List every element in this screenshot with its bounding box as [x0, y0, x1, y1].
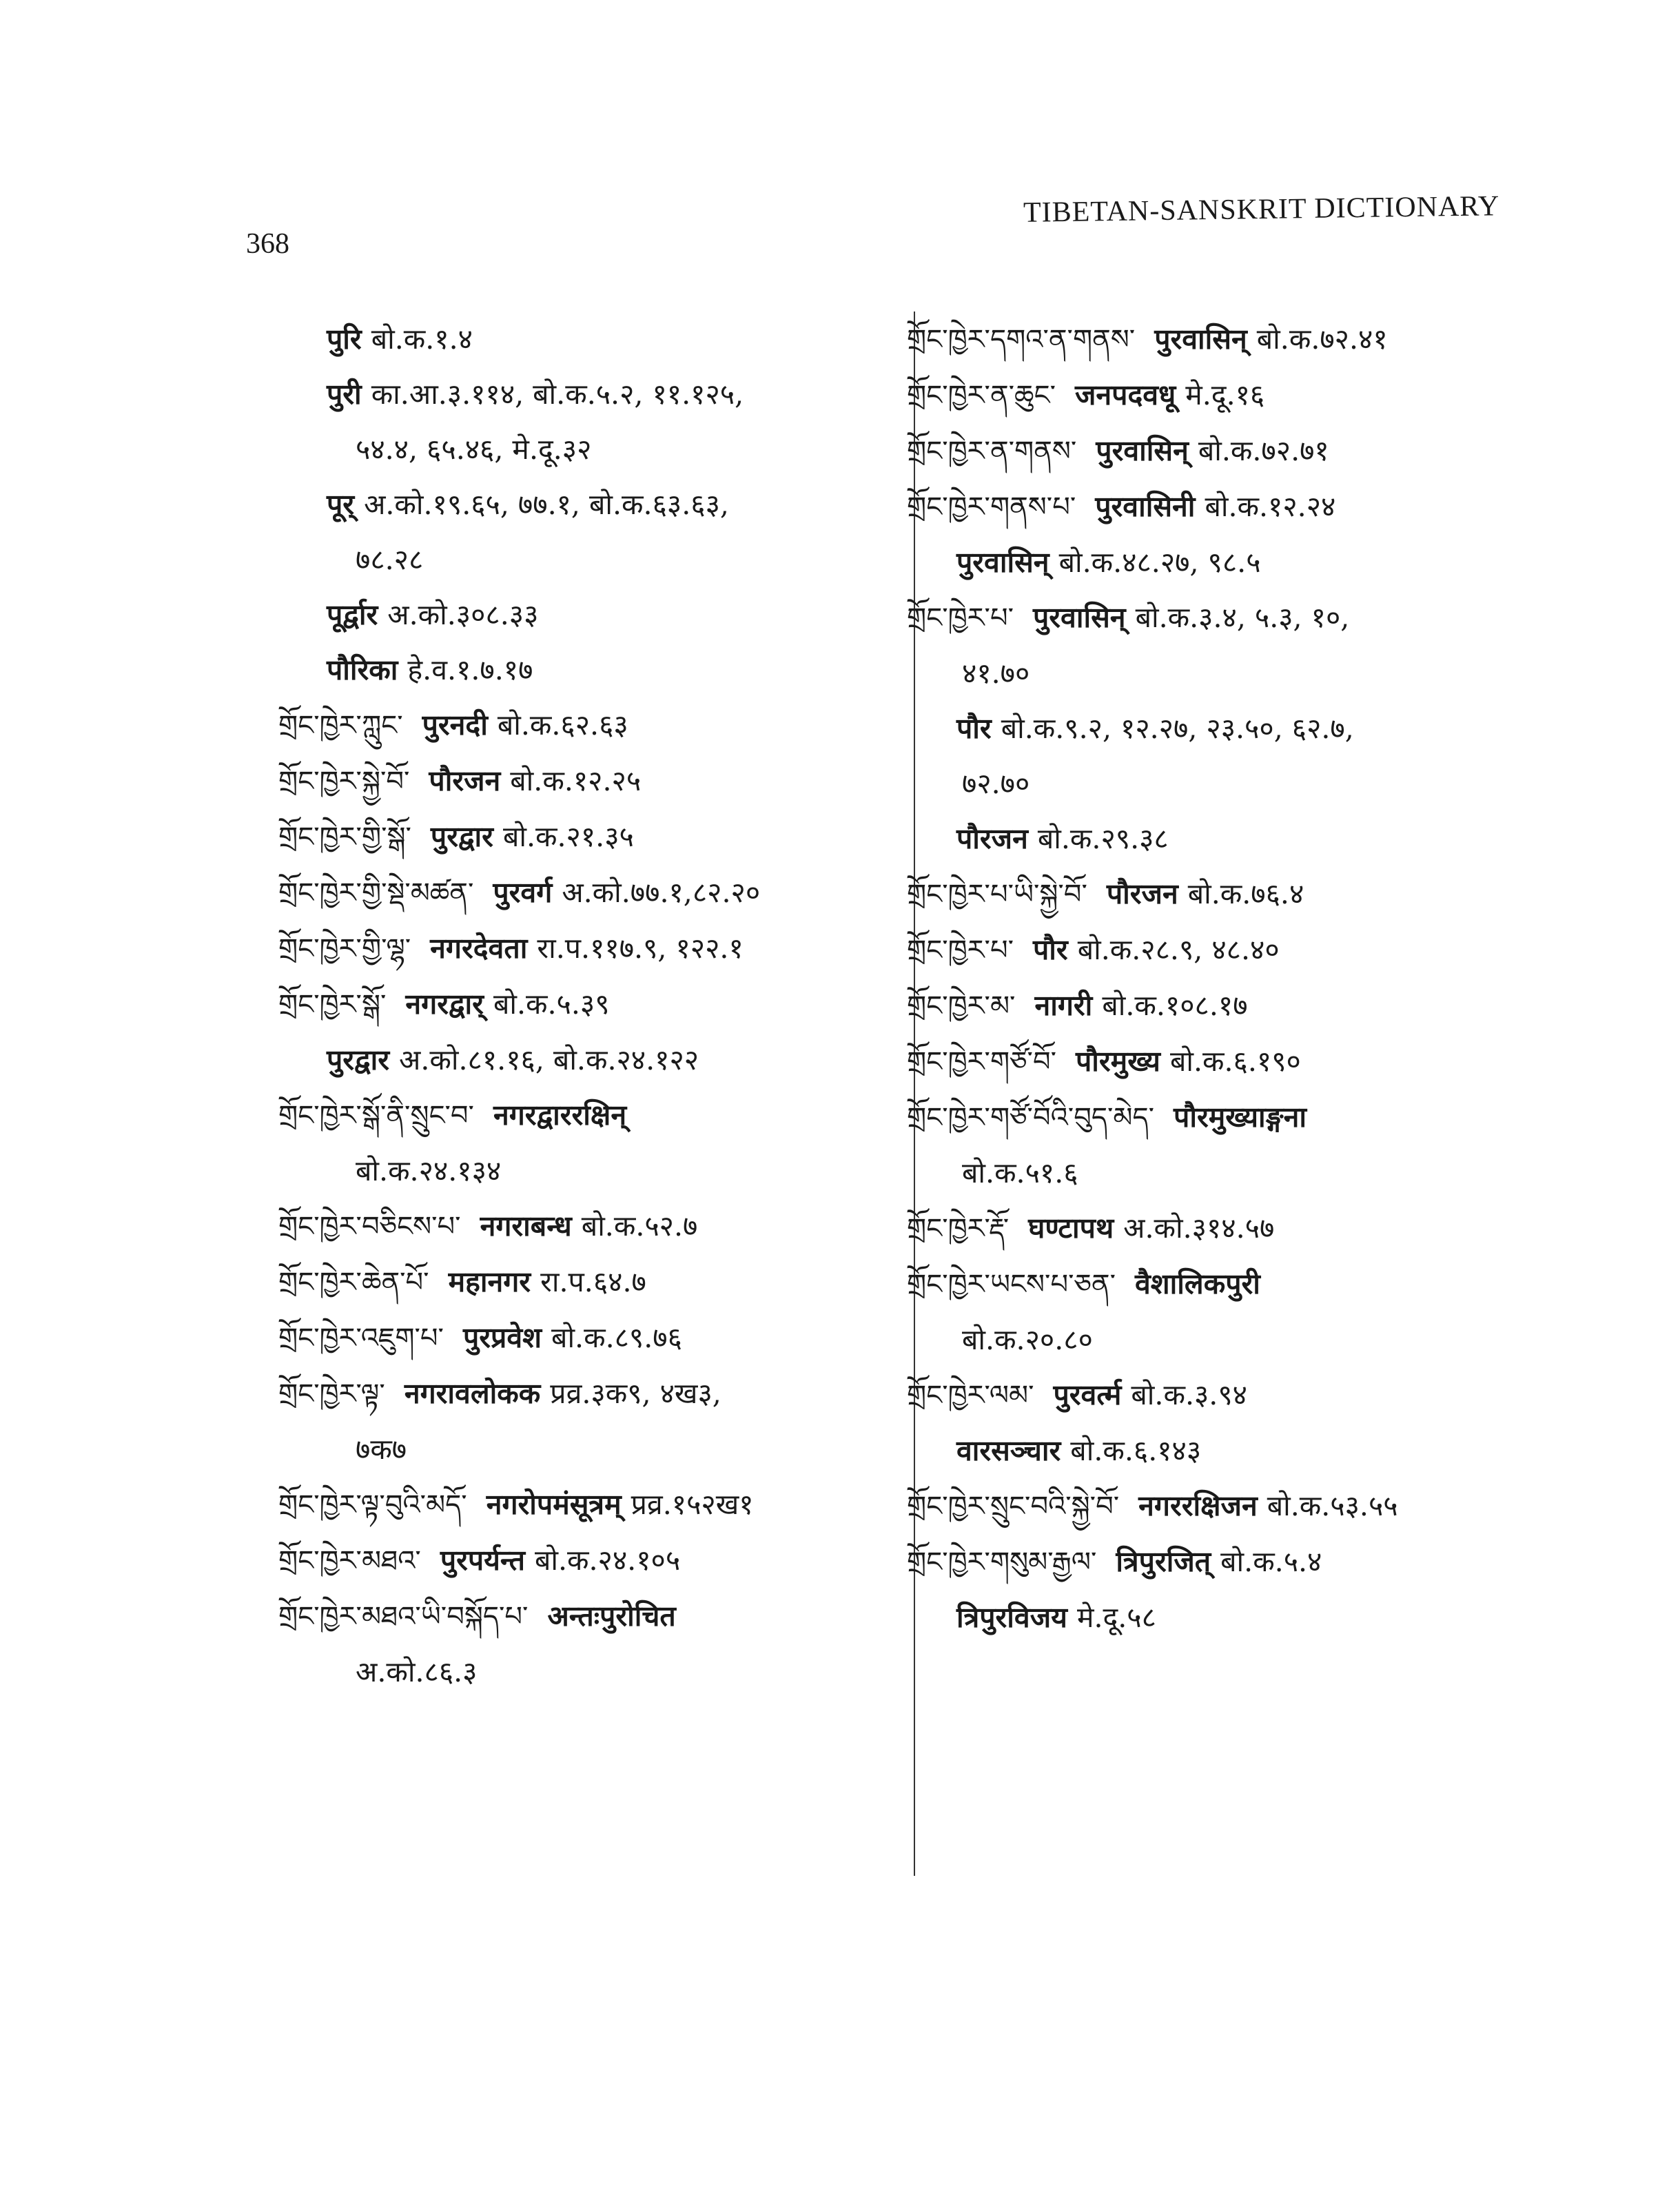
source-reference: ४१.७०	[962, 657, 1030, 690]
tibetan-headword: གྲོང་ཁྱེར་ན་ཆུང་	[907, 380, 1056, 411]
sanskrit-equivalent: पौरजन	[956, 822, 1028, 855]
tibetan-headword: གྲོང་ཁྱེར་པ་	[907, 602, 1014, 634]
dictionary-entry	[907, 1090, 1555, 1145]
dictionary-entry	[907, 535, 1555, 590]
tibetan-headword: གྲོང་ཁྱེར་གྱི་སྡེ་མཚན་	[278, 877, 474, 909]
dictionary-entry	[278, 422, 899, 477]
tibetan-headword: གྲོང་ཁྱེར་སྒོ་ནི་སྲུང་བ་	[278, 1100, 474, 1132]
dictionary-entry	[907, 922, 1555, 978]
source-reference: बो.क.६२.६३	[497, 708, 628, 742]
sanskrit-equivalent: त्रिपुरजित्	[1116, 1545, 1211, 1578]
source-reference: बो.क.५.४	[1220, 1545, 1322, 1578]
dictionary-entry	[907, 1534, 1555, 1590]
dictionary-entry	[278, 921, 899, 977]
sanskrit-equivalent: घण्टापथ	[1028, 1212, 1114, 1245]
tibetan-headword: གྲོང་ཁྱེར་པ་	[907, 934, 1014, 966]
source-reference: मे.दू.५८	[1076, 1601, 1156, 1634]
source-reference: अ.को.३१४.५७	[1123, 1212, 1275, 1245]
sanskrit-equivalent: वारसञ्चार	[956, 1434, 1061, 1467]
dictionary-entry	[907, 646, 1555, 701]
sanskrit-equivalent: पूर्द्वार	[327, 598, 378, 631]
source-reference: रा.प.११७.९, १२२.१	[537, 932, 744, 965]
dictionary-entry	[907, 701, 1555, 756]
dictionary-entry	[907, 590, 1555, 646]
dictionary-entry	[907, 811, 1555, 866]
dictionary-entry	[278, 1198, 899, 1254]
source-reference: बो.क.२०.८०	[962, 1323, 1093, 1356]
sanskrit-equivalent: पौरिका	[327, 653, 398, 686]
sanskrit-equivalent: पुरवासिन्	[956, 546, 1049, 579]
sanskrit-equivalent: अन्तःपुरोचित	[547, 1600, 676, 1633]
tibetan-headword: གྲོང་ཁྱེར་ཆེན་པོ་	[278, 1267, 429, 1298]
dictionary-entry	[278, 1533, 899, 1588]
dictionary-entry	[907, 367, 1555, 423]
dictionary-entry	[907, 866, 1555, 922]
source-reference: बो.क.१२.२५	[510, 764, 642, 797]
sanskrit-equivalent: पौरमुख्याङ्गना	[1174, 1101, 1307, 1134]
source-reference: बो.क.१२.२४	[1205, 490, 1336, 523]
dictionary-entry	[907, 1256, 1555, 1312]
source-reference: बो.क.४८.२७, ९८.५	[1058, 546, 1261, 579]
right-column	[907, 311, 1555, 1645]
tibetan-headword: གྲོང་ཁྱེར་སྐྱེ་བོ་	[278, 766, 410, 797]
source-reference: बो.क.९.२, १२.२७, २३.५०, ६२.७,	[1001, 712, 1354, 745]
source-reference: का.आ.३.११४, बो.क.५.२, ११.१२५,	[371, 378, 744, 411]
dictionary-entry	[907, 1478, 1555, 1534]
sanskrit-equivalent: नगरदेवता	[430, 932, 528, 965]
sanskrit-equivalent: जनपदवधू	[1075, 378, 1176, 411]
page-number: 368	[246, 228, 289, 260]
source-reference: बो.क.५३.५५	[1267, 1489, 1398, 1522]
tibetan-headword: གྲོང་ཁྱེར་ཡངས་པ་ཅན་	[907, 1269, 1116, 1300]
tibetan-headword: གྲོང་ཁྱེར་འཇུག་པ་	[278, 1322, 444, 1354]
dictionary-entry	[278, 753, 899, 809]
sanskrit-equivalent: नगराबन्ध	[480, 1209, 572, 1243]
source-reference: बो.क.७२.४१	[1256, 323, 1388, 356]
dictionary-entry	[907, 1312, 1555, 1367]
sanskrit-equivalent: पौरजन	[1106, 877, 1178, 910]
tibetan-headword: གྲོང་ཁྱེར་ལྟ་	[278, 1378, 385, 1410]
tibetan-headword: གྲོང་ཁྱེར་གནས་པ་	[907, 491, 1076, 523]
dictionary-entry	[278, 1477, 899, 1533]
dictionary-entry	[907, 423, 1555, 479]
dictionary-entry	[278, 311, 899, 367]
tibetan-headword: གྲོང་ཁྱེར་ལྟ་བུའི་མདོ་	[278, 1489, 467, 1521]
source-reference: अ.को.८६.३	[356, 1655, 478, 1688]
source-reference: बो.क.८९.७६	[551, 1321, 682, 1354]
tibetan-headword: གྲོང་ཁྱེར་གཙོ་བོ་	[907, 1046, 1056, 1078]
source-reference: बो.क.७२.७१	[1198, 434, 1329, 467]
source-reference: बो.क.२४.१३४	[356, 1154, 502, 1187]
tibetan-headword: གྲོང་ཁྱེར་སྲུང་བའི་སྐྱེ་བོ་	[907, 1491, 1120, 1522]
dictionary-entry	[278, 1366, 899, 1422]
dictionary-entry	[907, 1034, 1555, 1090]
sanskrit-equivalent: पुरपर्यन्त	[440, 1544, 525, 1577]
sanskrit-equivalent: नगररक्षिजन	[1138, 1489, 1258, 1522]
tibetan-headword: གྲོང་ཁྱེར་གྱི་ལྷ་	[278, 933, 411, 965]
dictionary-entry	[278, 532, 899, 587]
sanskrit-equivalent: पौरमुख्य	[1076, 1045, 1160, 1078]
source-reference: बो.क.२९.३८	[1037, 822, 1169, 855]
dictionary-entry	[278, 1254, 899, 1310]
dictionary-entry	[278, 1087, 899, 1143]
sanskrit-equivalent: पुरवासिन्	[1096, 434, 1189, 467]
sanskrit-equivalent: पौर	[1033, 933, 1068, 966]
source-reference: बो.क.६.१९०	[1169, 1045, 1301, 1078]
source-reference: बो.क.७६.४	[1187, 877, 1304, 910]
source-reference: अ.को.३०८.३३	[387, 598, 539, 631]
source-reference: अ.को.८१.१६, बो.क.२४.१२२	[399, 1043, 699, 1076]
sanskrit-equivalent: पुरप्रवेश	[462, 1321, 542, 1354]
dictionary-entry	[278, 1644, 899, 1699]
dictionary-entry	[907, 479, 1555, 535]
dictionary-entry	[278, 697, 899, 753]
sanskrit-equivalent: पुरद्वार	[327, 1043, 390, 1076]
source-reference: ५४.४, ६५.४६, मे.दू.३२	[356, 433, 592, 466]
dictionary-entry	[278, 1588, 899, 1644]
sanskrit-equivalent: वैशालिकपुरी	[1135, 1267, 1260, 1300]
tibetan-headword: གྲོང་ཁྱེར་བཅིངས་པ་	[278, 1211, 461, 1243]
dictionary-entry	[907, 1145, 1555, 1200]
dictionary-entry	[907, 978, 1555, 1034]
source-reference: अ.को.७७.१,८२.२०	[562, 876, 761, 909]
source-reference: ७२.७०	[962, 767, 1030, 800]
dictionary-entry	[278, 1310, 899, 1366]
tibetan-headword: གྲོང་ཁྱེར་མཐའ་	[278, 1545, 421, 1577]
dictionary-entry	[907, 1200, 1555, 1256]
dictionary-entry	[907, 1423, 1555, 1478]
dictionary-entry	[278, 642, 899, 697]
sanskrit-equivalent: पौर	[956, 712, 992, 745]
source-reference: प्रव्र.३क९, ४ख३,	[550, 1377, 721, 1410]
source-reference: ७८.२८	[356, 543, 424, 576]
source-reference: अ.को.१९.६५, ७७.१, बो.क.६३.६३,	[364, 488, 729, 521]
source-reference: बो.क.२८.९, ४८.४०	[1077, 933, 1280, 966]
sanskrit-equivalent: पूर्	[327, 488, 355, 521]
source-reference: बो.क.१०८.१७	[1102, 989, 1248, 1022]
sanskrit-equivalent: पुरवासिनी	[1095, 490, 1196, 523]
dictionary-entry	[278, 977, 899, 1032]
dictionary-entry	[278, 367, 899, 422]
dictionary-entry	[907, 1590, 1555, 1645]
sanskrit-equivalent: नागरी	[1034, 989, 1093, 1022]
dictionary-entry	[278, 1143, 899, 1198]
sanskrit-equivalent: पौरजन	[429, 764, 501, 797]
tibetan-headword: གྲོང་ཁྱེར་པ་ཡི་སྐྱེ་བོ་	[907, 879, 1087, 910]
source-reference: प्रव्र.१५२ख१	[631, 1488, 754, 1521]
tibetan-headword: གྲོང་ཁྱེར་སྒོ་	[278, 989, 387, 1021]
tibetan-headword: གྲོང་ཁྱེར་གསུམ་རྒྱལ་	[907, 1546, 1097, 1578]
sanskrit-equivalent: पुरवासिन्	[1154, 323, 1247, 356]
source-reference: बो.क.२१.३५	[502, 820, 634, 853]
tibetan-headword: གྲོང་ཁྱེར་ཀླུང་	[278, 710, 403, 742]
sanskrit-equivalent: पुरी	[327, 378, 362, 411]
tibetan-headword: གྲོང་ཁྱེར་དགའ་ན་གནས་	[907, 324, 1136, 356]
dictionary-entry	[278, 1032, 899, 1087]
tibetan-headword: གྲོང་ཁྱེར་གྱི་སྒོ་	[278, 821, 411, 853]
sanskrit-equivalent: पुरि	[327, 323, 362, 356]
sanskrit-equivalent: नगरोपमंसूत्रम्	[486, 1488, 622, 1521]
source-reference: रा.प.६४.७	[540, 1265, 646, 1298]
dictionary-entry	[907, 1367, 1555, 1423]
running-title: TIBETAN-SANSKRIT DICTIONARY	[1023, 190, 1500, 229]
source-reference: बो.क.५२.७	[581, 1209, 698, 1243]
dictionary-entry	[278, 809, 899, 865]
left-column	[278, 311, 899, 1699]
tibetan-headword: གྲོང་ཁྱེར་མ་	[907, 990, 1016, 1022]
source-reference: हे.व.१.७.१७	[407, 653, 533, 686]
tibetan-headword: གྲོང་ཁྱེར་ལམ་	[907, 1380, 1034, 1411]
tibetan-headword: གྲོང་ཁྱེར་ན་གནས་	[907, 436, 1077, 467]
sanskrit-equivalent: पुरवर्त्म	[1053, 1378, 1122, 1411]
sanskrit-equivalent: नगरद्वाररक्षिन्	[493, 1098, 627, 1132]
source-reference: बो.क.२४.१०५	[534, 1544, 681, 1577]
tibetan-headword: གྲོང་ཁྱེར་མཐའ་ཡི་བསྐོད་པ་	[278, 1601, 529, 1633]
dictionary-entry	[278, 477, 899, 532]
sanskrit-equivalent: नगरद्वार्	[405, 988, 484, 1021]
source-reference: बो.क.६.१४३	[1070, 1434, 1202, 1467]
sanskrit-equivalent: नगरावलोकक	[404, 1377, 541, 1410]
dictionary-entry	[907, 756, 1555, 811]
source-reference: मे.दू.१६	[1185, 378, 1265, 411]
dictionary-entry	[278, 587, 899, 642]
tibetan-headword: གྲོང་ཁྱེར་རྡོ་	[907, 1213, 1010, 1245]
sanskrit-equivalent: महानगर	[448, 1265, 531, 1298]
sanskrit-equivalent: त्रिपुरविजय	[956, 1601, 1067, 1634]
sanskrit-equivalent: पुरनदी	[422, 708, 488, 742]
source-reference: बो.क.५१.६	[962, 1156, 1078, 1189]
dictionary-entry	[278, 865, 899, 921]
sanskrit-equivalent: पुरवर्ग	[493, 876, 553, 909]
dictionary-entry	[278, 1422, 899, 1477]
dictionary-entry	[907, 311, 1555, 367]
sanskrit-equivalent: पुरद्वार	[430, 820, 493, 853]
sanskrit-equivalent: पुरवासिन्	[1033, 601, 1126, 634]
source-reference: बो.क.३.९४	[1131, 1378, 1247, 1411]
source-reference: बो.क.१.४	[371, 323, 473, 356]
source-reference: बो.क.५.३९	[493, 988, 610, 1021]
source-reference: ७क७	[356, 1433, 407, 1466]
source-reference: बो.क.३.४, ५.३, १०,	[1135, 601, 1350, 634]
tibetan-headword: གྲོང་ཁྱེར་གཙོ་བོའི་བུད་མེད་	[907, 1102, 1155, 1134]
